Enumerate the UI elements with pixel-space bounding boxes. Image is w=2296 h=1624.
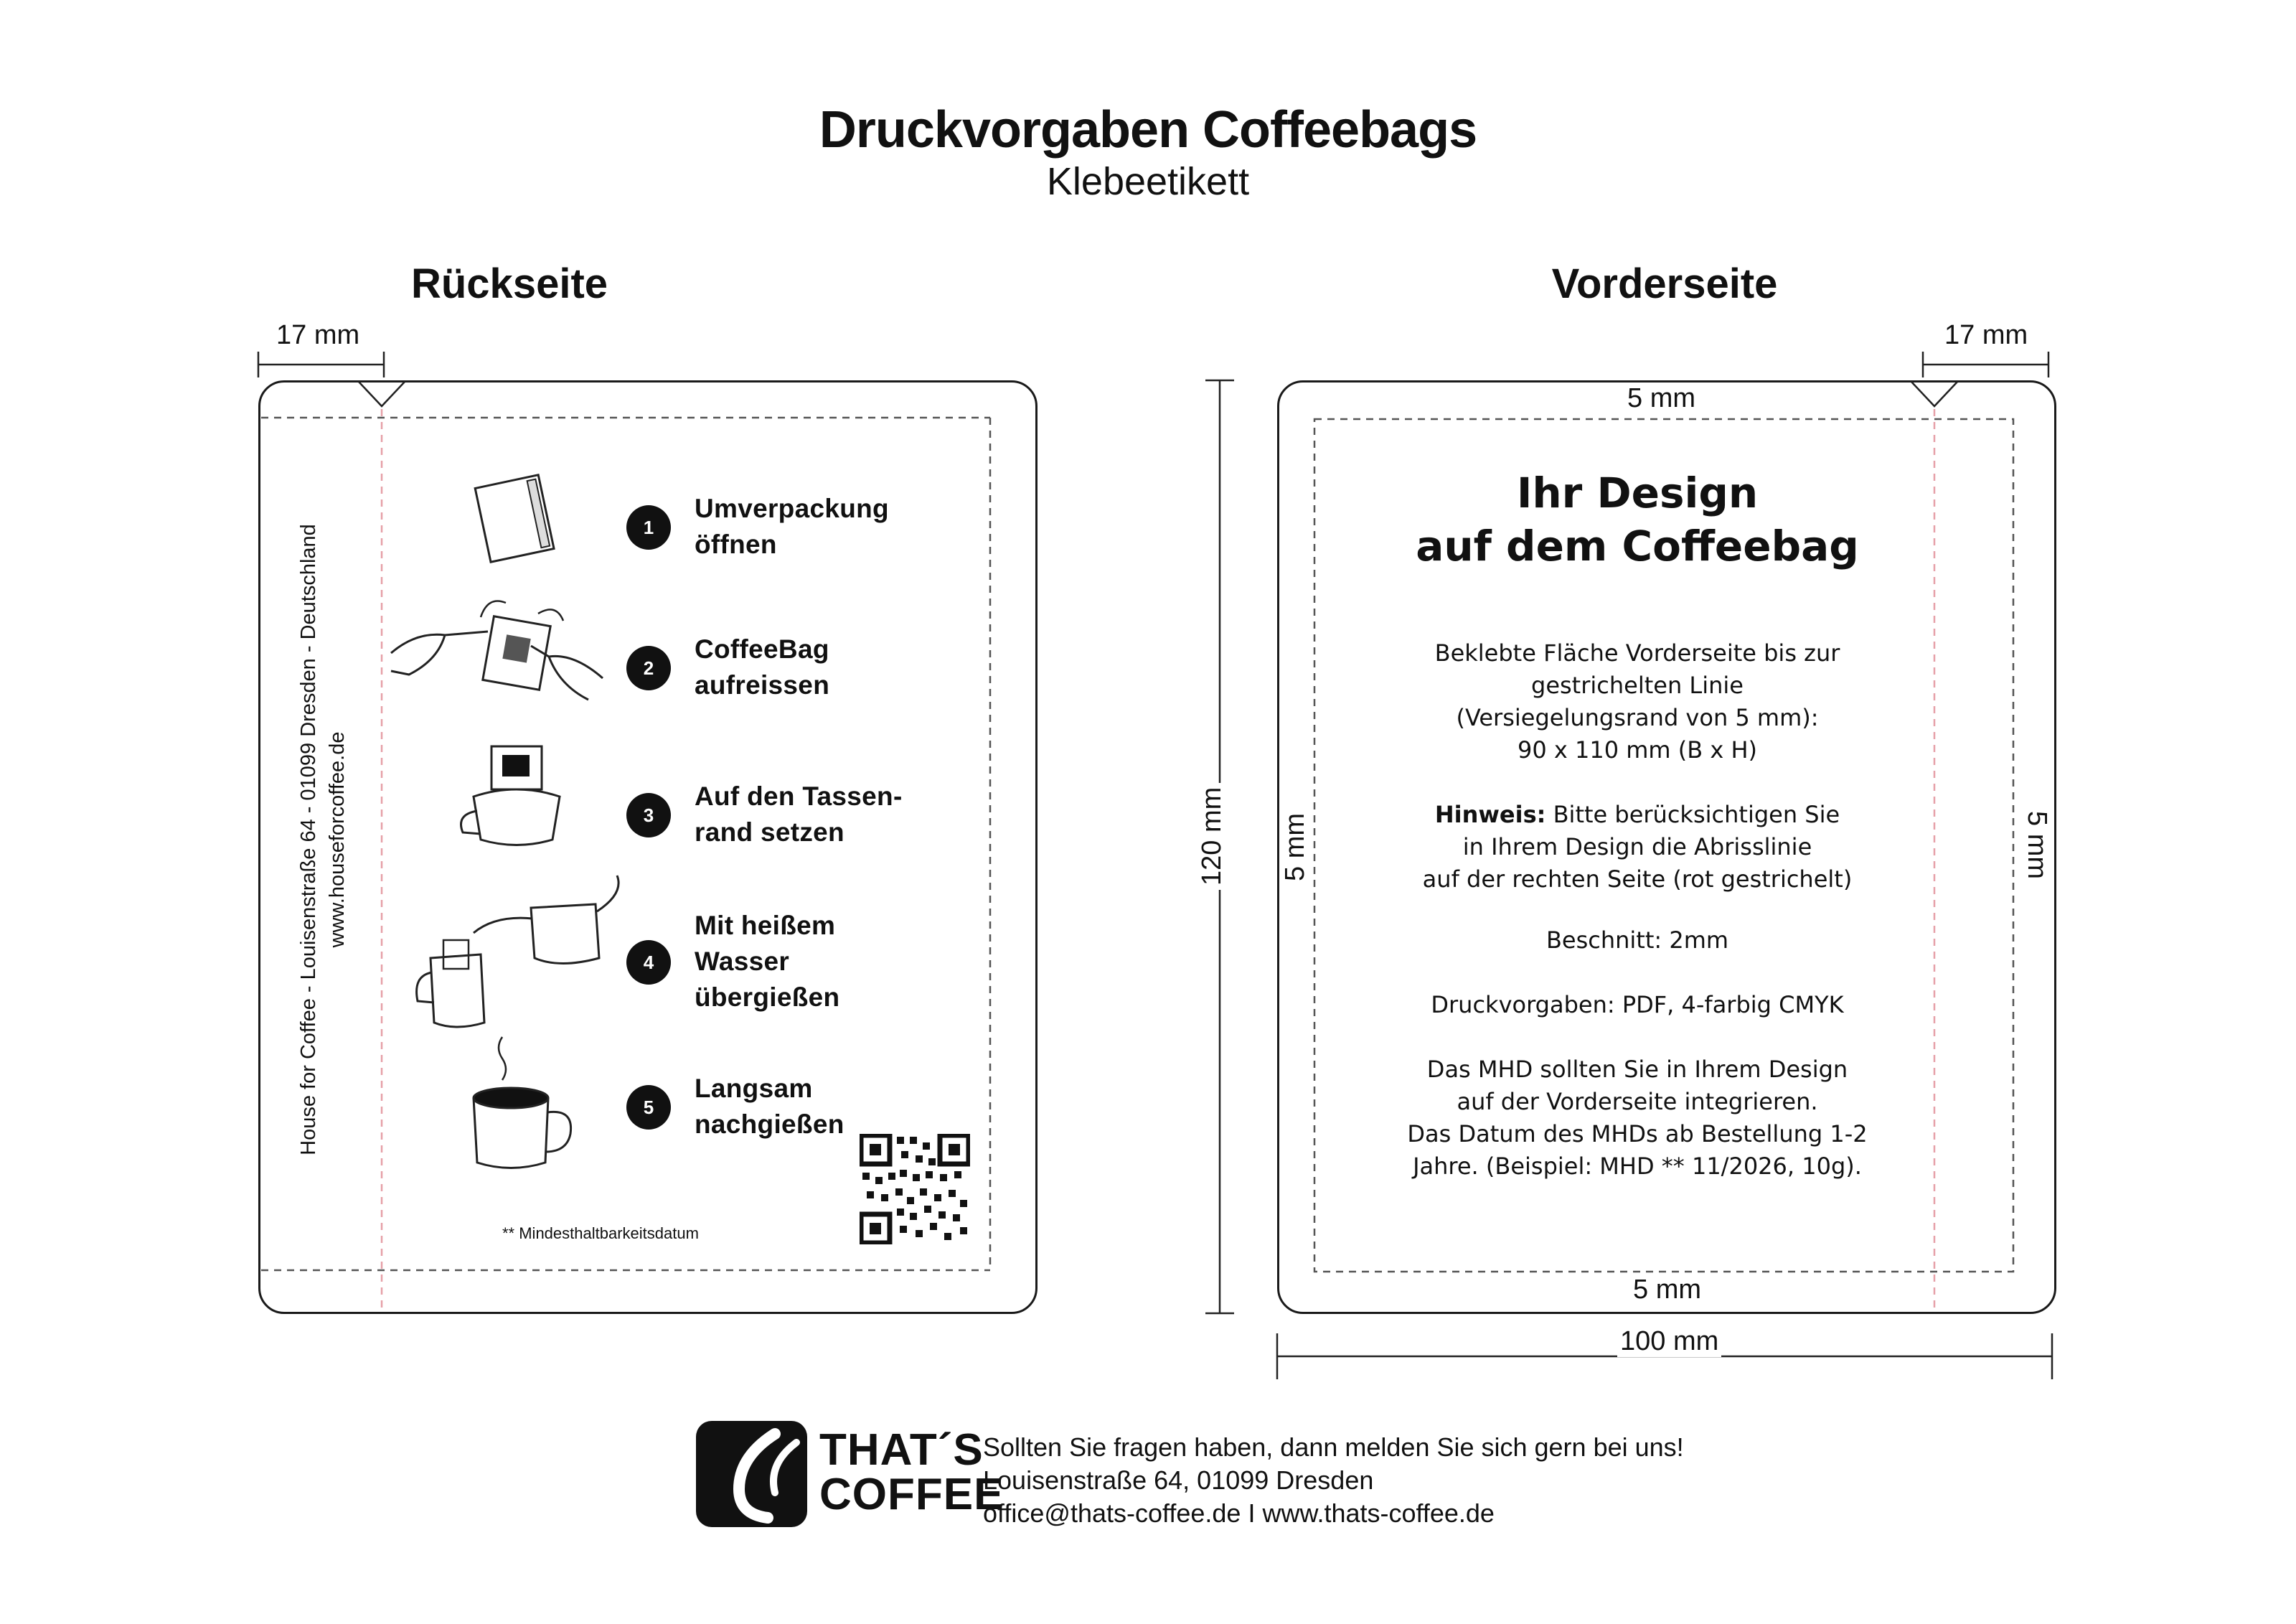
front-dim-height-label: 120 mm	[1197, 783, 1228, 890]
brand-name	[819, 1425, 1004, 1519]
bag-on-cup-icon	[452, 739, 574, 854]
back-address-line2: www.houseforcoffee.de	[326, 731, 349, 948]
step-3-number: 3	[626, 793, 671, 837]
front-margin-bottom: 5 mm	[1633, 1275, 1701, 1305]
footer-line-2: Louisenstraße 64, 01099 Dresden	[983, 1465, 1374, 1495]
front-mhd-info: Das MHD sollten Sie in Ihrem Design auf der Vorderseite integrieren. Das Datum des MHDs ab Bestellung 1-2 Jahre. (Beispiel: MHD ** 11/2026, 10g).	[1407, 1056, 1868, 1180]
step-4-label: Mit heißem Wasser übergießen	[695, 911, 840, 1012]
coffee-cup-icon	[466, 1033, 581, 1177]
step-5-number: 5	[626, 1085, 671, 1130]
front-content	[1314, 466, 1960, 1183]
design-title-line2: auf dem Coffeebag	[1416, 522, 1859, 571]
tear-open-bag-icon	[387, 592, 610, 707]
brand-line-1: THAT´S	[819, 1425, 984, 1475]
back-heading: Rückseite	[410, 261, 608, 307]
kettle-pouring-icon	[409, 872, 624, 1037]
front-margin-left: 5 mm	[1280, 813, 1310, 881]
front-dim-17mm-label: 17 mm	[1944, 320, 2028, 350]
step-3-label: Auf den Tassen- rand setzen	[695, 782, 903, 847]
back-dim-17mm-label: 17 mm	[276, 320, 360, 350]
hint-label: Hinweis:	[1434, 801, 1546, 828]
footer-line-3: office@thats-coffee.de I www.thats-coffee.de	[983, 1498, 1495, 1528]
page-title: Druckvorgaben Coffeebags	[819, 101, 1477, 159]
front-margin-right: 5 mm	[2022, 811, 2052, 879]
step-1-label: Umverpackung öffnen	[695, 494, 889, 559]
front-print-specs: Druckvorgaben: PDF, 4-farbig CMYK	[1431, 991, 1844, 1018]
step-2-number: 2	[626, 646, 671, 690]
front-dim-width-label: 100 mm	[1617, 1326, 1721, 1357]
front-bleed: Beschnitt: 2mm	[1545, 926, 1729, 954]
hint-text-1: Bitte berücksichtigen Sie	[1545, 801, 1840, 828]
thats-coffee-logo-icon	[696, 1421, 811, 1529]
page-subtitle: Klebeetikett	[1046, 160, 1250, 203]
footer-line-1: Sollten Sie fragen haben, dann melden Sie sich gern bei uns!	[983, 1432, 1684, 1462]
hint-text-2: in Ihrem Design die Abrisslinie auf der rechten Seite (rot gestrichelt)	[1422, 833, 1853, 893]
front-area-info: Beklebte Fläche Vorderseite bis zur gestrichelten Linie (Versiegelungsrand von 5 mm): 90 x 110 mm (B x H)	[1434, 639, 1840, 764]
step-4-number: 4	[626, 940, 671, 985]
envelope-icon	[466, 470, 560, 571]
back-footnote: ** Mindesthaltbarkeitsdatum	[502, 1224, 699, 1242]
design-title-line1: Ihr Design	[1516, 469, 1759, 517]
front-hint	[1314, 799, 1960, 831]
front-margin-top: 5 mm	[1627, 383, 1695, 413]
back-address	[294, 459, 352, 1220]
step-5-label: Langsam nachgießen	[695, 1074, 844, 1139]
footer-contact	[983, 1431, 1684, 1530]
qr-code-icon	[860, 1134, 970, 1244]
brand-line-2: COFFEE	[819, 1470, 1004, 1519]
front-heading: Vorderseite	[1551, 261, 1778, 307]
back-address-line1: House for Coffee - Louisenstraße 64 - 01099 Dresden - Deutschland	[297, 524, 320, 1155]
step-1-number: 1	[626, 505, 671, 550]
step-2-label: CoffeeBag aufreissen	[695, 634, 830, 700]
